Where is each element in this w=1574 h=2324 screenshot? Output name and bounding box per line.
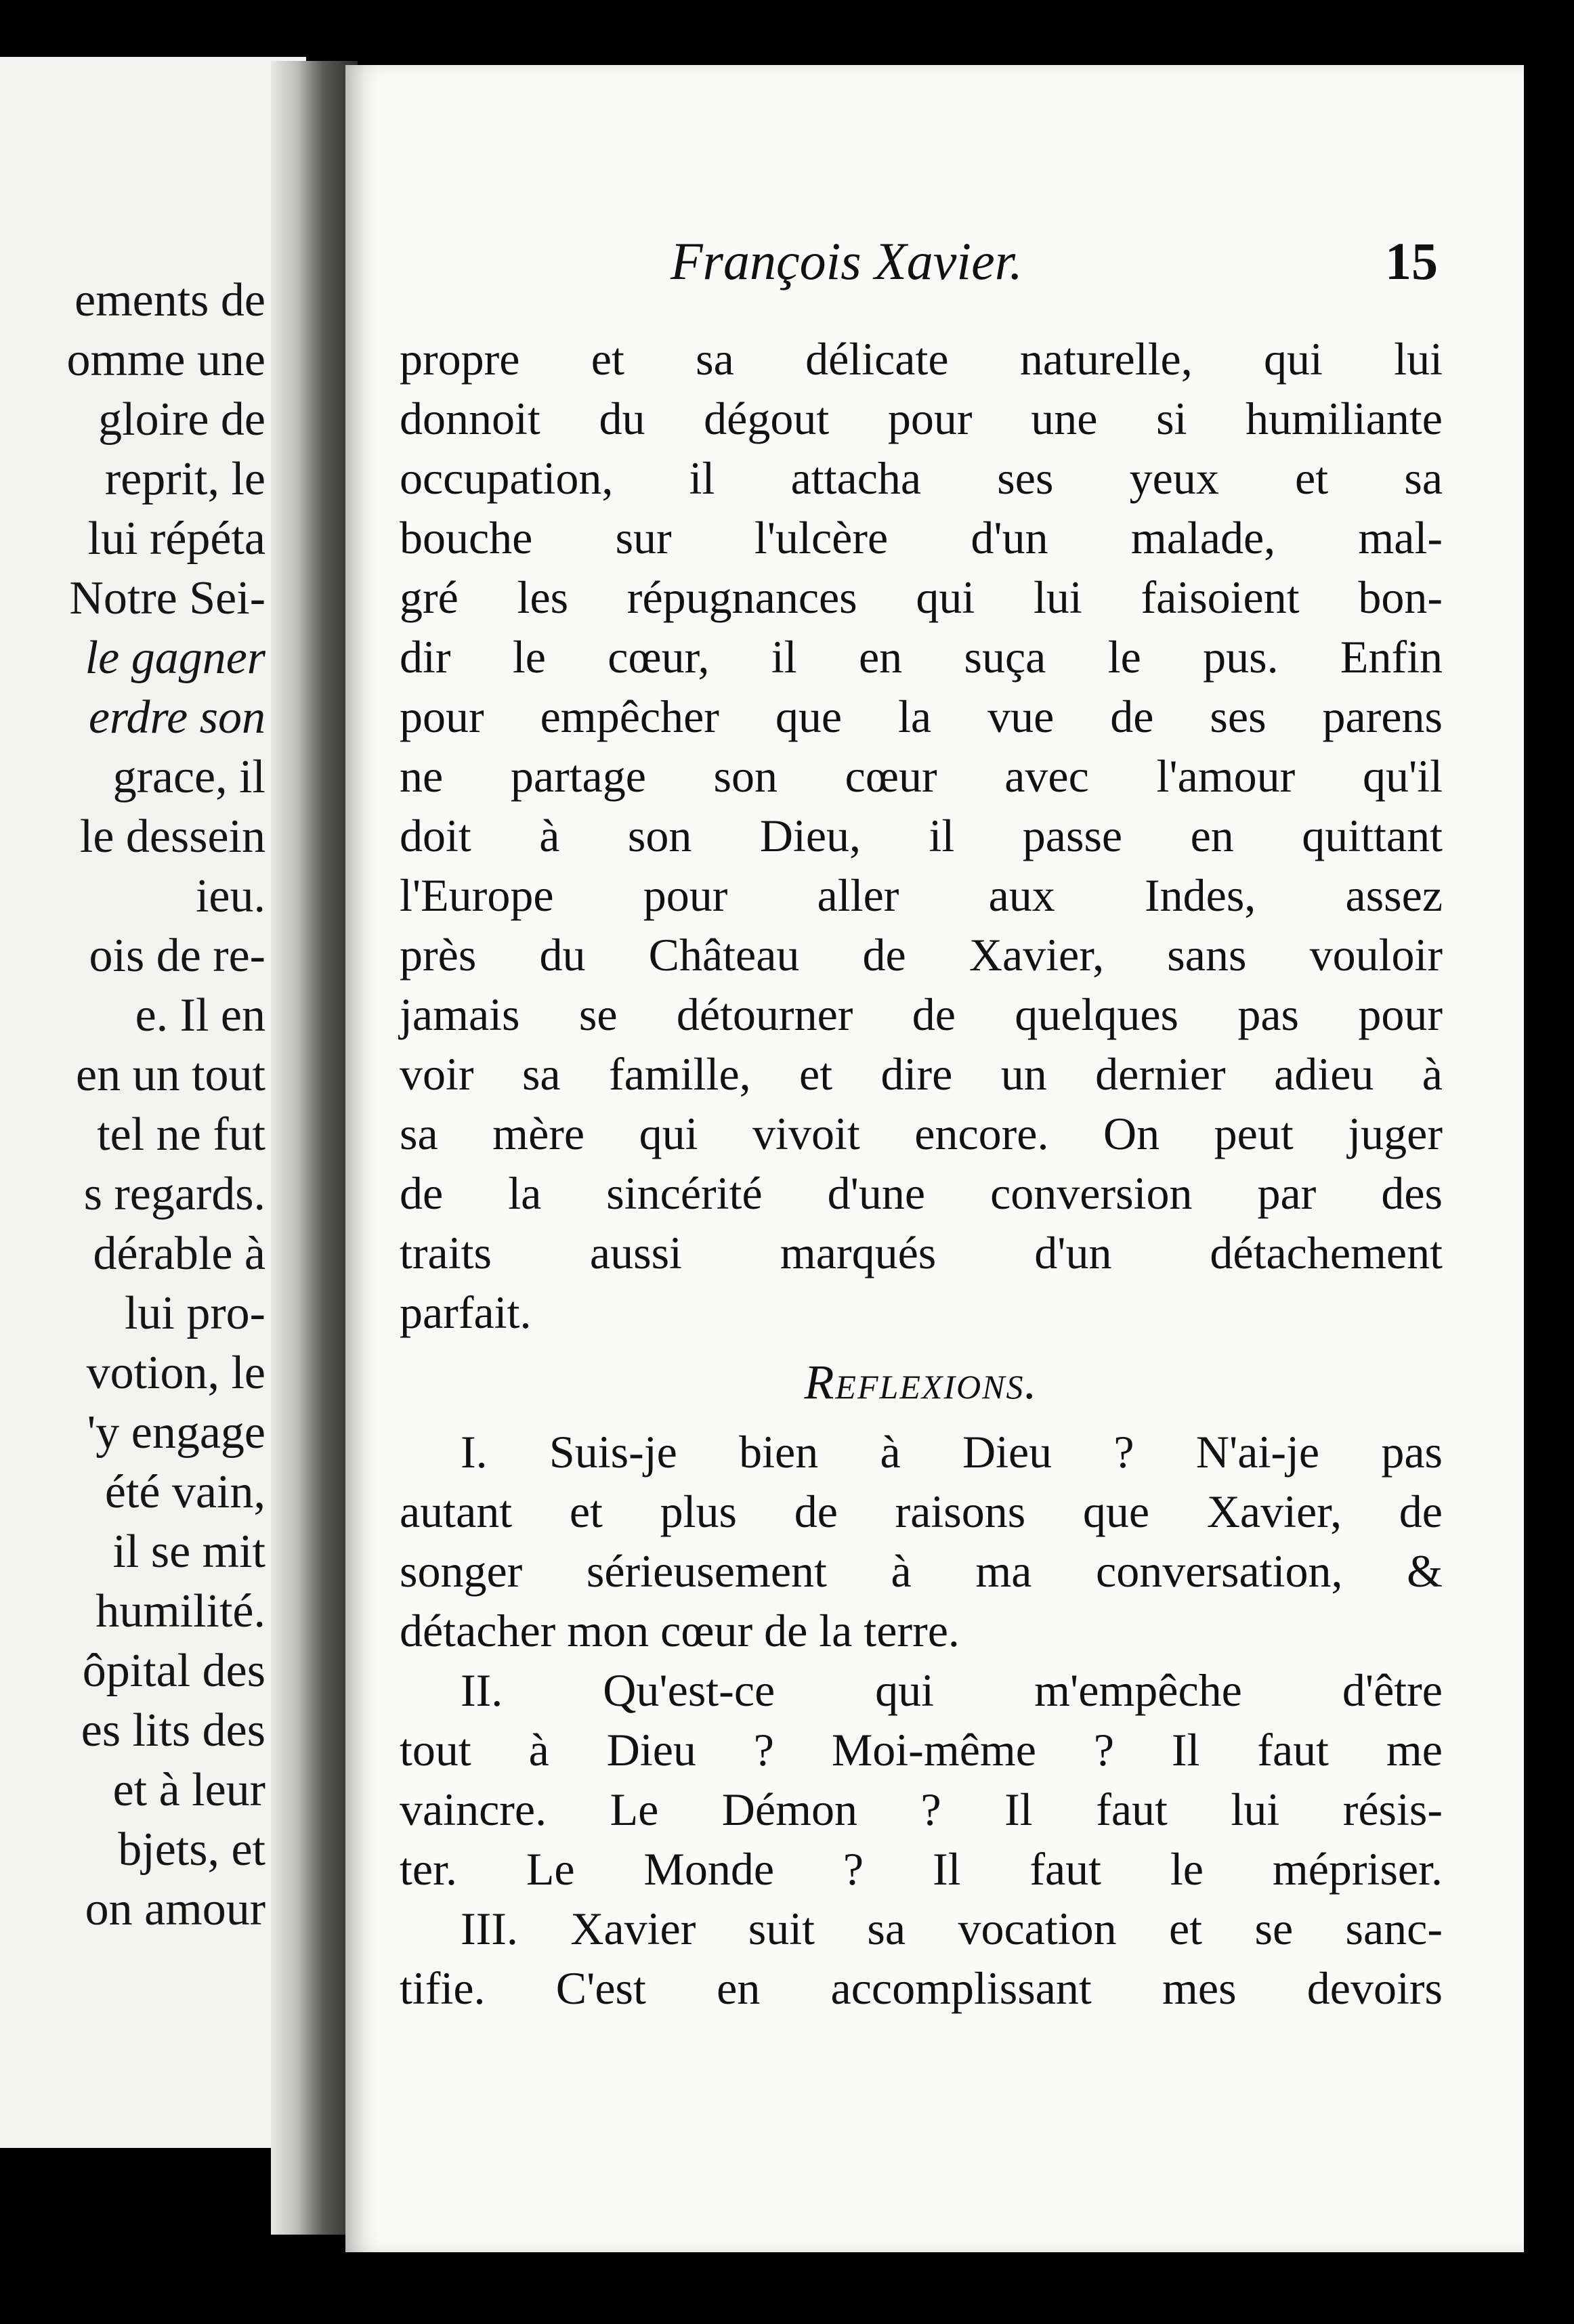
left-page-line: grace, il <box>112 751 265 803</box>
left-page-line: il se mit <box>112 1526 265 1578</box>
text-line: dir le cœur, il en suça le pus. Enfin <box>400 631 1443 683</box>
left-page-line: reprit, le <box>104 453 265 505</box>
left-page-line: tel ne fut <box>97 1109 265 1161</box>
text-line: vaincre. Le Démon ? Il faut lui résis- <box>400 1784 1443 1835</box>
left-page-line: ieu. <box>195 870 265 922</box>
left-page-line: lui répéta <box>87 513 265 565</box>
left-page-line: ôpital des <box>82 1645 265 1697</box>
text-line: gré les répugnances qui lui faisoient bon- <box>400 572 1443 623</box>
left-page-line: s regards. <box>83 1168 265 1220</box>
text-line: III. Xavier suit sa vocation et se sanc- <box>461 1903 1443 1954</box>
left-page-line: ois de re- <box>89 930 265 982</box>
left-page-line: humilité. <box>95 1585 265 1637</box>
left-page-line: gloire de <box>98 393 265 446</box>
text-line: pour empêcher que la vue de ses parens <box>400 691 1443 742</box>
left-page-line: le dessein <box>79 811 265 863</box>
left-page-line: erdre son <box>88 691 265 744</box>
left-page-line: Notre Sei- <box>69 572 265 624</box>
text-line: donnoit du dégout pour une si humiliante <box>400 393 1443 444</box>
text-line: voir sa famille, et dire un dernier adieu à <box>400 1048 1443 1100</box>
text-line: sa mère qui vivoit encore. On peut juger <box>400 1108 1443 1159</box>
page-number: 15 <box>1385 232 1438 290</box>
body-text <box>400 329 1443 2018</box>
left-page-line: bjets, et <box>118 1824 265 1876</box>
left-page-line: dérable à <box>93 1228 265 1280</box>
text-line: de la sincérité d'une conversion par des <box>400 1167 1443 1219</box>
left-page-line: es lits des <box>81 1704 265 1757</box>
left-page <box>0 57 306 2148</box>
left-page-line: lui pro- <box>124 1287 265 1339</box>
left-page-line: on amour <box>85 1883 265 1935</box>
left-page-line: en un tout <box>76 1049 265 1101</box>
left-page-line: e. Il en <box>135 989 265 1041</box>
left-page-line: le gagner <box>85 632 265 684</box>
left-page-line: été vain, <box>104 1466 265 1518</box>
text-line: parfait. <box>400 1287 532 1338</box>
text-line: bouche sur l'ulcère d'un malade, mal- <box>400 512 1443 563</box>
left-page-line: 'y engage <box>87 1406 265 1459</box>
text-line: doit à son Dieu, il passe en quittant <box>400 810 1443 861</box>
right-page <box>345 65 1524 2252</box>
section-heading: Reflexions. <box>804 1355 1038 1409</box>
text-line: près du Château de Xavier, sans vouloir <box>400 929 1443 981</box>
text-line: I. Suis-je bien à Dieu ? N'ai-je pas <box>461 1426 1443 1478</box>
text-line: traits aussi marqués d'un détachement <box>400 1227 1443 1278</box>
left-page-line: votion, le <box>86 1347 265 1399</box>
book-spine-shadow <box>271 61 358 2235</box>
text-line: ne partage son cœur avec l'amour qu'il <box>400 750 1443 802</box>
text-line: autant et plus de raisons que Xavier, de <box>400 1486 1443 1537</box>
text-line: II. Qu'est-ce qui m'empêche d'être <box>461 1664 1443 1716</box>
running-title: François Xavier. <box>671 232 1023 290</box>
text-line: l'Europe pour aller aux Indes, assez <box>400 869 1443 921</box>
text-line: tifie. C'est en accomplissant mes devoirs <box>400 1962 1443 2014</box>
left-page-line: omme une <box>66 334 265 386</box>
text-line: songer sérieusement à ma conversation, & <box>400 1545 1443 1597</box>
left-page-line: et à leur <box>112 1764 265 1816</box>
text-line: tout à Dieu ? Moi-même ? Il faut me <box>400 1724 1443 1776</box>
text-line: ter. Le Monde ? Il faut le mépriser. <box>400 1843 1443 1895</box>
text-line: détacher mon cœur de la terre. <box>400 1605 960 1656</box>
left-page-line: ements de <box>75 274 265 326</box>
text-line: propre et sa délicate naturelle, qui lui <box>400 333 1443 385</box>
text-line: occupation, il attacha ses yeux et sa <box>400 452 1443 504</box>
text-line: jamais se détourner de quelques pas pour <box>400 989 1443 1040</box>
